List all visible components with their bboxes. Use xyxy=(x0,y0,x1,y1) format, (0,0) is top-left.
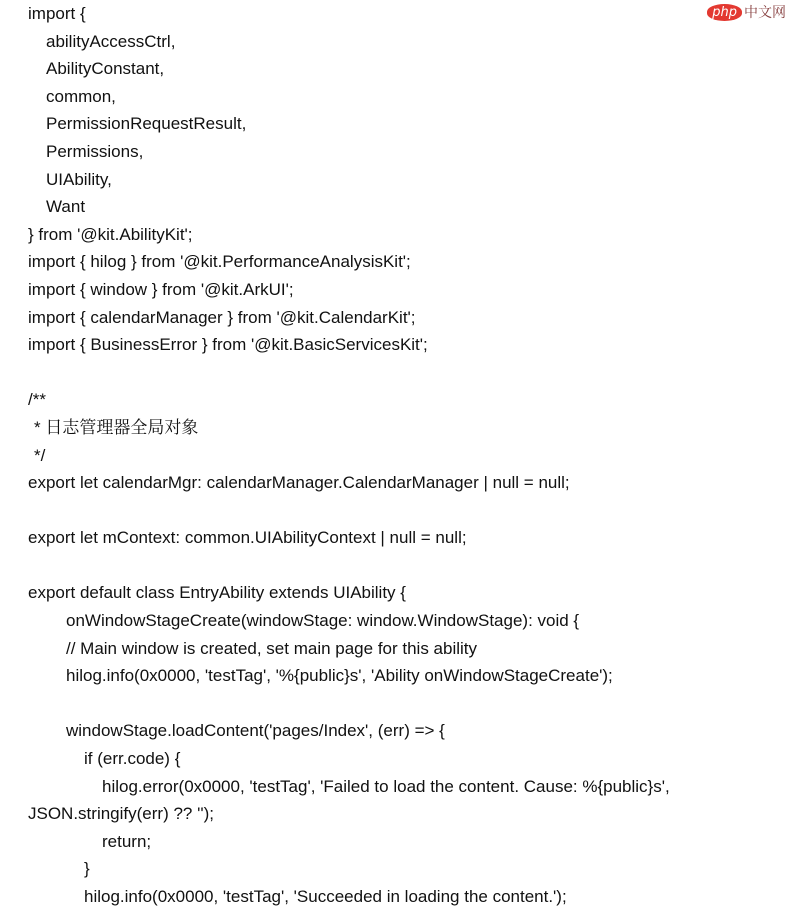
blank-line xyxy=(28,690,788,718)
code-line: onWindowStageCreate(windowStage: window.WindowStage): void { xyxy=(66,611,580,631)
code-line: hilog.info(0x0000, 'testTag', 'Succeeded in loading the content.'); xyxy=(84,887,567,906)
code-line: abilityAccessCtrl, xyxy=(46,31,176,51)
blank-line xyxy=(28,359,788,387)
code-line: } from '@kit.AbilityKit'; xyxy=(28,224,193,244)
blank-line xyxy=(28,497,788,525)
code-line: import { xyxy=(28,4,86,23)
code-line: // Main window is created, set main page for this ability xyxy=(66,638,478,658)
code-line: if (err.code) { xyxy=(84,749,181,769)
code-line: * 日志管理器全局对象 xyxy=(34,417,199,437)
code-line: Want xyxy=(46,197,86,217)
code-line: import { calendarManager } from '@kit.CalendarKit'; xyxy=(28,307,416,327)
watermark-site-text: 中文网 xyxy=(744,5,786,21)
code-document xyxy=(28,0,788,911)
code-line: /** xyxy=(28,390,46,410)
code-line: return; xyxy=(102,831,152,851)
code-line: export default class EntryAbility extends UIAbility { xyxy=(28,583,406,603)
code-line: import { window } from '@kit.ArkUI'; xyxy=(28,279,294,299)
code-line: common, xyxy=(46,86,116,106)
code-line: AbilityConstant, xyxy=(46,59,165,79)
code-line: hilog.info(0x0000, 'testTag', '%{public}s', 'Ability onWindowStageCreate'); xyxy=(66,666,613,686)
code-line: */ xyxy=(34,445,46,465)
code-line: hilog.error(0x0000, 'testTag', 'Failed to load the content. Cause: %{public}s', xyxy=(102,776,670,796)
blank-line xyxy=(28,552,788,580)
code-line: windowStage.loadContent('pages/Index', (err) => { xyxy=(66,721,445,741)
code-line: import { BusinessError } from '@kit.BasicServicesKit'; xyxy=(28,335,428,355)
code-line: import { hilog } from '@kit.PerformanceAnalysisKit'; xyxy=(28,252,411,272)
code-line: export let calendarMgr: calendarManager.CalendarManager | null = null; xyxy=(28,473,570,493)
php-logo-icon: php xyxy=(707,4,742,21)
code-line: UIAbility, xyxy=(46,169,112,189)
code-line: Permissions, xyxy=(46,141,144,161)
code-line: export let mContext: common.UIAbilityContext | null = null; xyxy=(28,528,467,548)
code-line: JSON.stringify(err) ?? ''); xyxy=(28,804,214,824)
code-line: PermissionRequestResult, xyxy=(46,114,247,134)
code-line: } xyxy=(84,859,90,879)
